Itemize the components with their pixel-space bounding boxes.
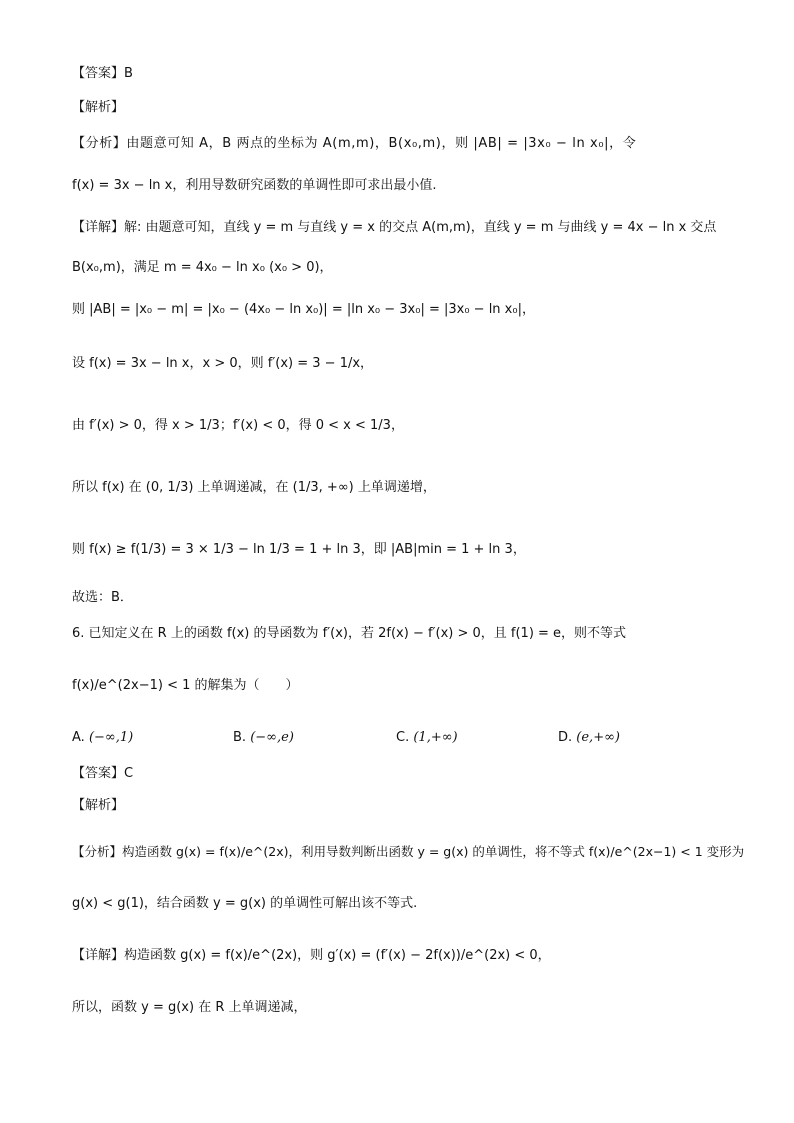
- q5-analysis-cont: f(x) = 3x − ln x，利用导数研究函数的单调性即可求出最小值.: [72, 178, 437, 193]
- q6-analysis: 【分析】构造函数 g(x) = f(x)/e^(2x)，利用导数判断出函数 y = g(x) 的单调性，将不等式 f(x)/e^(2x−1) < 1 变形为: [72, 844, 745, 859]
- q5-detail-7: 则 f(x) ≥ f(1/3) = 3 × 1/3 − ln 1/3 = 1 + ln 3，即 |AB|min = 1 + ln 3，: [72, 542, 526, 557]
- q5-analysis: 【分析】由题意可知 A，B 两点的坐标为 A(m,m)，B(x₀,m)，则 |AB| = |3x₀ − ln x₀|，令: [72, 136, 637, 151]
- q5-detail-3: 则 |AB| = |x₀ − m| = |x₀ − (4x₀ − ln x₀)| = |ln x₀ − 3x₀| = |3x₀ − ln x₀|，: [72, 302, 535, 317]
- q5-jiexi-label: 【解析】: [72, 100, 125, 115]
- q6-stem: 6. 已知定义在 R 上的函数 f(x) 的导函数为 f′(x)，若 2f(x) − f′(x) > 0，且 f(1) = e，则不等式: [72, 626, 627, 641]
- q5-detail-2: B(x₀,m)，满足 m = 4x₀ − ln x₀ (x₀ > 0)，: [72, 260, 333, 275]
- choice-d-letter: D.: [558, 730, 573, 745]
- q5-detail-5: 由 f′(x) > 0，得 x > 1/3；f′(x) < 0，得 0 < x < 1/3，: [72, 418, 404, 433]
- choice-d-text: (e,+∞): [576, 730, 620, 745]
- q6-jiexi-label: 【解析】: [72, 798, 125, 813]
- choice-a-text: (−∞,1): [88, 730, 134, 745]
- q5-answer: 【答案】B: [72, 66, 133, 81]
- q6-analysis-cont: g(x) < g(1)，结合函数 y = g(x) 的单调性可解出该不等式.: [72, 896, 418, 911]
- choice-b-letter: B.: [233, 730, 247, 745]
- choice-b: [233, 728, 294, 748]
- q6-detail-1: 【详解】构造函数 g(x) = f(x)/e^(2x)，则 g′(x) = (f′(x) − 2f(x))/e^(2x) < 0，: [72, 948, 551, 963]
- choice-c-text: (1,+∞): [413, 730, 458, 745]
- q5-detail-4: 设 f(x) = 3x − ln x，x > 0，则 f′(x) = 3 − 1/x，: [72, 356, 374, 371]
- choice-b-text: (−∞,e): [250, 730, 294, 745]
- q6-stem-cont: f(x)/e^(2x−1) < 1 的解集为（ ）: [72, 678, 299, 693]
- q6-detail-2: 所以，函数 y = g(x) 在 R 上单调递减，: [72, 1000, 307, 1015]
- q5-select: 故选：B．: [72, 590, 133, 605]
- q5-detail-6: 所以 f(x) 在 (0, 1/3) 上单调递减，在 (1/3, +∞) 上单调递增，: [72, 480, 436, 495]
- choice-a: [72, 728, 133, 748]
- choice-d: [558, 728, 620, 748]
- choice-c-letter: C.: [396, 730, 410, 745]
- choice-a-letter: A.: [72, 730, 85, 745]
- choice-c: [396, 728, 458, 748]
- q5-detail-1: 【详解】解: 由题意可知，直线 y = m 与直线 y = x 的交点 A(m,m)，直线 y = m 与曲线 y = 4x − ln x 交点: [72, 220, 717, 235]
- q6-answer: 【答案】C: [72, 766, 134, 781]
